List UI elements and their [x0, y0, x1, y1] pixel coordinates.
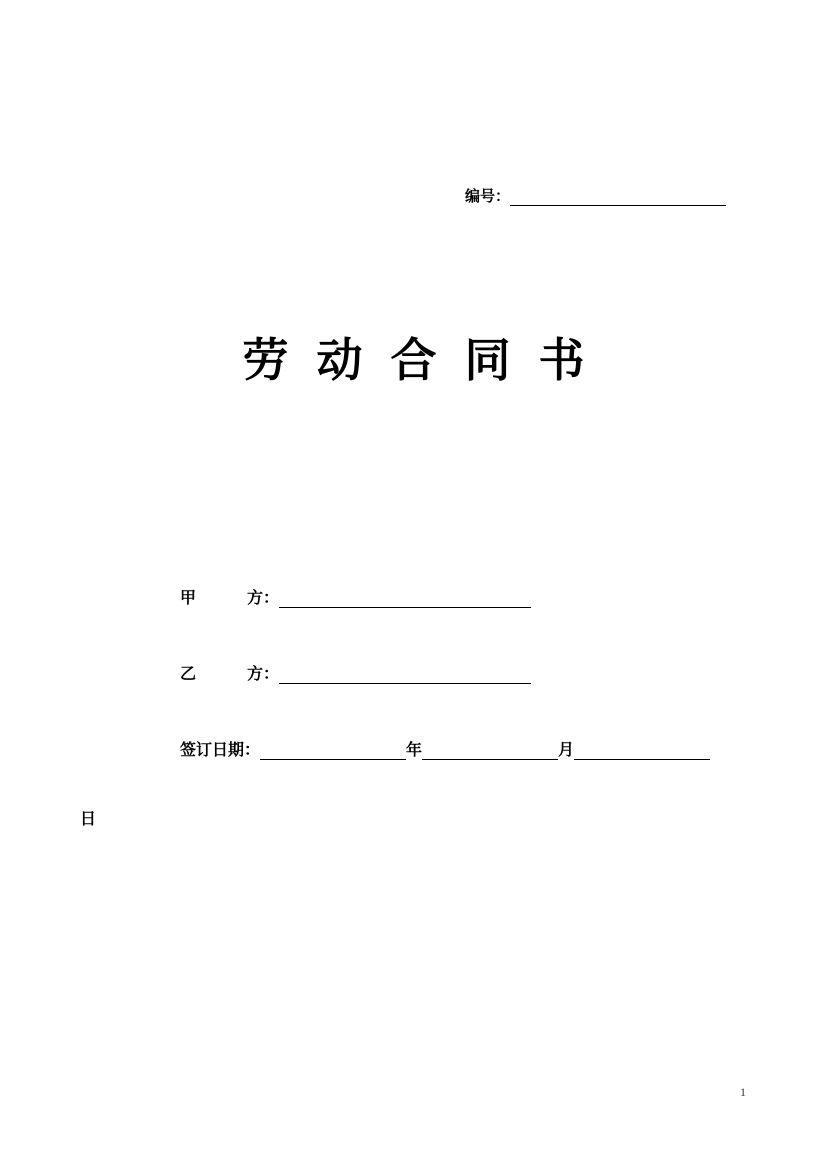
- contract-number-row: [465, 186, 726, 206]
- signing-year-label: 年: [406, 740, 423, 759]
- party-b-label-suffix: 方：: [247, 664, 280, 683]
- party-b-label-char: 乙: [180, 664, 197, 683]
- signing-month-field[interactable]: [422, 741, 558, 760]
- signing-month-label: 月: [558, 740, 575, 759]
- contract-number-field[interactable]: [510, 187, 726, 206]
- signing-year-field[interactable]: [260, 741, 406, 760]
- party-a-row: [180, 586, 531, 608]
- signing-date-row: [180, 738, 710, 760]
- contract-number-label: 编号：: [465, 187, 511, 205]
- party-b-row: [180, 662, 531, 684]
- signing-date-label: 签订日期：: [180, 740, 261, 759]
- party-a-field[interactable]: [279, 589, 531, 608]
- party-b-field[interactable]: [279, 665, 531, 684]
- signing-day-label: 日: [80, 809, 97, 828]
- document-title: 劳动合同书: [242, 333, 613, 387]
- signing-day-field[interactable]: [574, 741, 710, 760]
- page-number: 1: [740, 1085, 746, 1099]
- party-a-label-suffix: 方：: [247, 588, 280, 607]
- party-a-label-char: 甲: [180, 588, 197, 607]
